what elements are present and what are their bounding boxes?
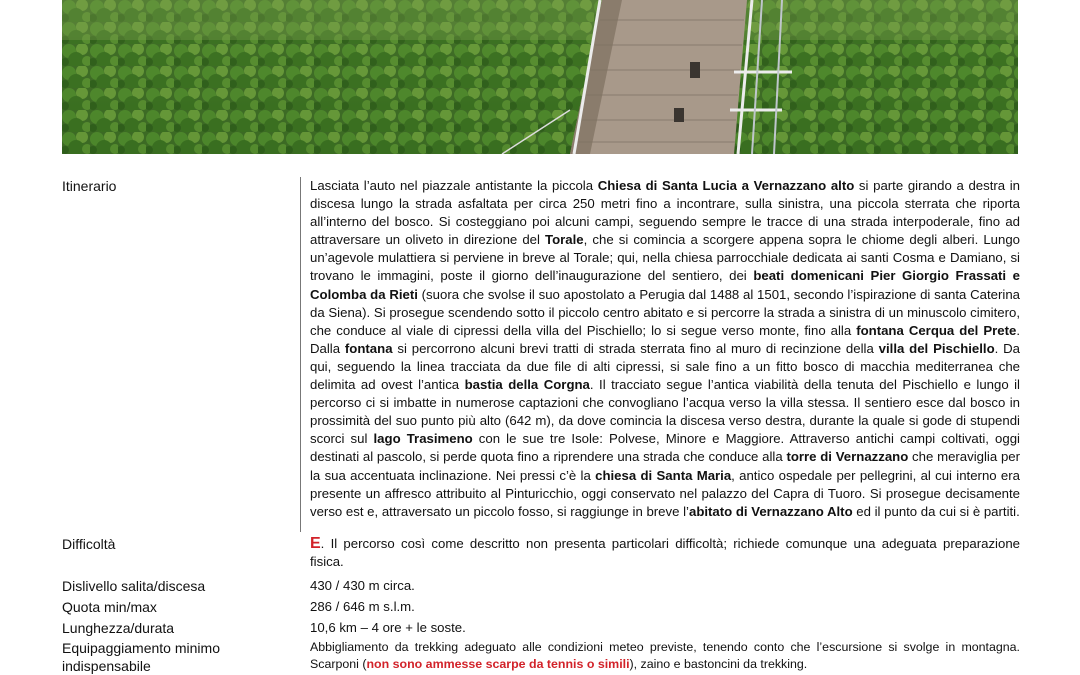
- itinerario-highlight: beati domenicani Pier Giorgio Frassati e Colomba da Rieti: [310, 268, 1020, 302]
- itinerario-segment: si parte girando a destra in discesa lungo la strada asfaltata per circa 250 metri fino a incontrare, sulla sinistra, una piccola sterrata che riporta all’interno del bosco. Si costeggiano poi alcuni campi, seguendo sempre le tracce di una strada interpoderale, fino ad attraversare un oliveto in direzione del: [310, 178, 1021, 248]
- itinerario-highlight: Chiesa di Santa Lucia a Vernazzano alto: [597, 178, 855, 193]
- itinerario-segment: . Da qui, seguendo la linea tracciata da due file di alti cipressi, si sale fino a un fitto bosco di macchia mediterranea che delimita ad ovest l’antica: [310, 340, 1021, 393]
- equipaggiamento-text-1: Abbigliamento da trekking adeguato alle condizioni meteo previste, tenendo conto che l’escursione si svolge in montagna. Scarponi (: [310, 640, 1020, 671]
- equipaggiamento-text: [310, 639, 1020, 673]
- label-difficolta: Difficoltà: [62, 536, 116, 552]
- itinerario-segment: ed il punto da cui si è partiti.: [852, 503, 1020, 519]
- itinerario-segment: , antico ospedale per pellegrini, al cui interno era presente un affresco attribuito al Pinturicchio, oggi conservato nel palazzo del Capra di Tuoro. Si prosegue decisamente verso est e, attraversato un piccolo fosso, si raggiunge in breve l’: [310, 467, 1020, 519]
- itinerario-highlight: Torale: [545, 232, 584, 248]
- label-equipaggiamento: Equipaggiamento minimo indispensabile: [62, 640, 220, 674]
- equipaggiamento-warning: non sono ammesse scarpe da tennis o simili: [366, 657, 630, 671]
- itinerario-segment: che meraviglia per la sua accentuata inclinazione. Nei pressi c’è la: [310, 449, 1021, 483]
- column-divider: [300, 177, 301, 532]
- itinerario-segment: (suora che svolse il suo apostolato a Perugia dal 1488 al 1501, secondo l’ispirazione di santa Caterina da Siena). Si prosegue scendendo sotto il piccolo centro abitato e si percorre la strada a sinistra di un minuscolo cimitero, che conduce al viale di cipressi della villa del Pischiello; lo si segue verso monte, fino alla: [310, 286, 1020, 338]
- label-itinerario: Itinerario: [62, 178, 117, 194]
- label-lunghezza: Lunghezza/durata: [62, 620, 175, 636]
- label-quota: Quota min/max: [62, 599, 157, 615]
- itinerario-segment: Lasciata l’auto nel piazzale antistante la piccola: [310, 178, 598, 193]
- itinerario-segment: , che si comincia a scorgere appena sopra le chiome degli alberi. Lungo un’agevole mulattiera si perviene in breve al Torale; qui, nella chiesa parrocchiale dedicata ai santi Cosma e Damiano, si trovano le immagini, poste il giorno dell’inaugurazione del sentiero, dei: [310, 232, 1020, 284]
- equipaggiamento-text-2: ), zaino e bastoncini da trekking.: [629, 657, 808, 671]
- difficulty-grade: E: [310, 535, 321, 552]
- itinerario-segment: si percorrono alcuni brevi tratti di strada sterrata fino al muro di recinzione della: [392, 340, 879, 356]
- lunghezza-value: 10,6 km – 4 ore + le soste.: [310, 620, 466, 635]
- quota-value: 286 / 646 m s.l.m.: [310, 599, 415, 614]
- difficolta-text: [310, 535, 1020, 571]
- itinerario-highlight: villa del Pischiello: [878, 340, 995, 356]
- itinerario-segment: con le sue tre Isole: Polvese, Minore e Maggiore. Attraverso antichi campi coltivati, oggi destinati al pascolo, si perde quota fino a riprendere una strada che conduce alla: [310, 431, 1020, 465]
- itinerario-segment: . Dalla: [310, 322, 1020, 356]
- header-photo: [62, 0, 1018, 154]
- itinerario-highlight: torre di Vernazzano: [786, 449, 909, 465]
- forest-tower-image: [62, 0, 1018, 154]
- itinerario-highlight: fontana: [344, 340, 393, 356]
- itinerario-highlight: fontana Cerqua del Prete: [856, 322, 1017, 338]
- difficolta-description: . Il percorso così come descritto non presenta particolari difficoltà; richiede comunque una adeguata preparazione fisica.: [310, 536, 1020, 570]
- label-dislivello: Dislivello salita/discesa: [62, 578, 206, 594]
- itinerario-text: [310, 177, 1020, 521]
- dislivello-value: 430 / 430 m circa.: [310, 578, 415, 593]
- itinerario-highlight: bastia della Corgna: [464, 377, 590, 393]
- itinerario-highlight: abitato di Vernazzano Alto: [688, 503, 853, 519]
- itinerario-segment: . Il tracciato segue l’antica viabilità della tenuta del Pischiello e lungo il percorso ci si imbatte in numerose captazioni che convogliano l’acqua verso la villa stessa. Il sentiero esce dal bosco in prossimità del suo punto più alto (642 m), da dove comincia la discesa verso destra, durante la quale si gode di stupendi scorci sul: [310, 377, 1020, 447]
- itinerario-highlight: chiesa di Santa Maria: [595, 467, 732, 483]
- itinerario-highlight: lago Trasimeno: [373, 431, 473, 447]
